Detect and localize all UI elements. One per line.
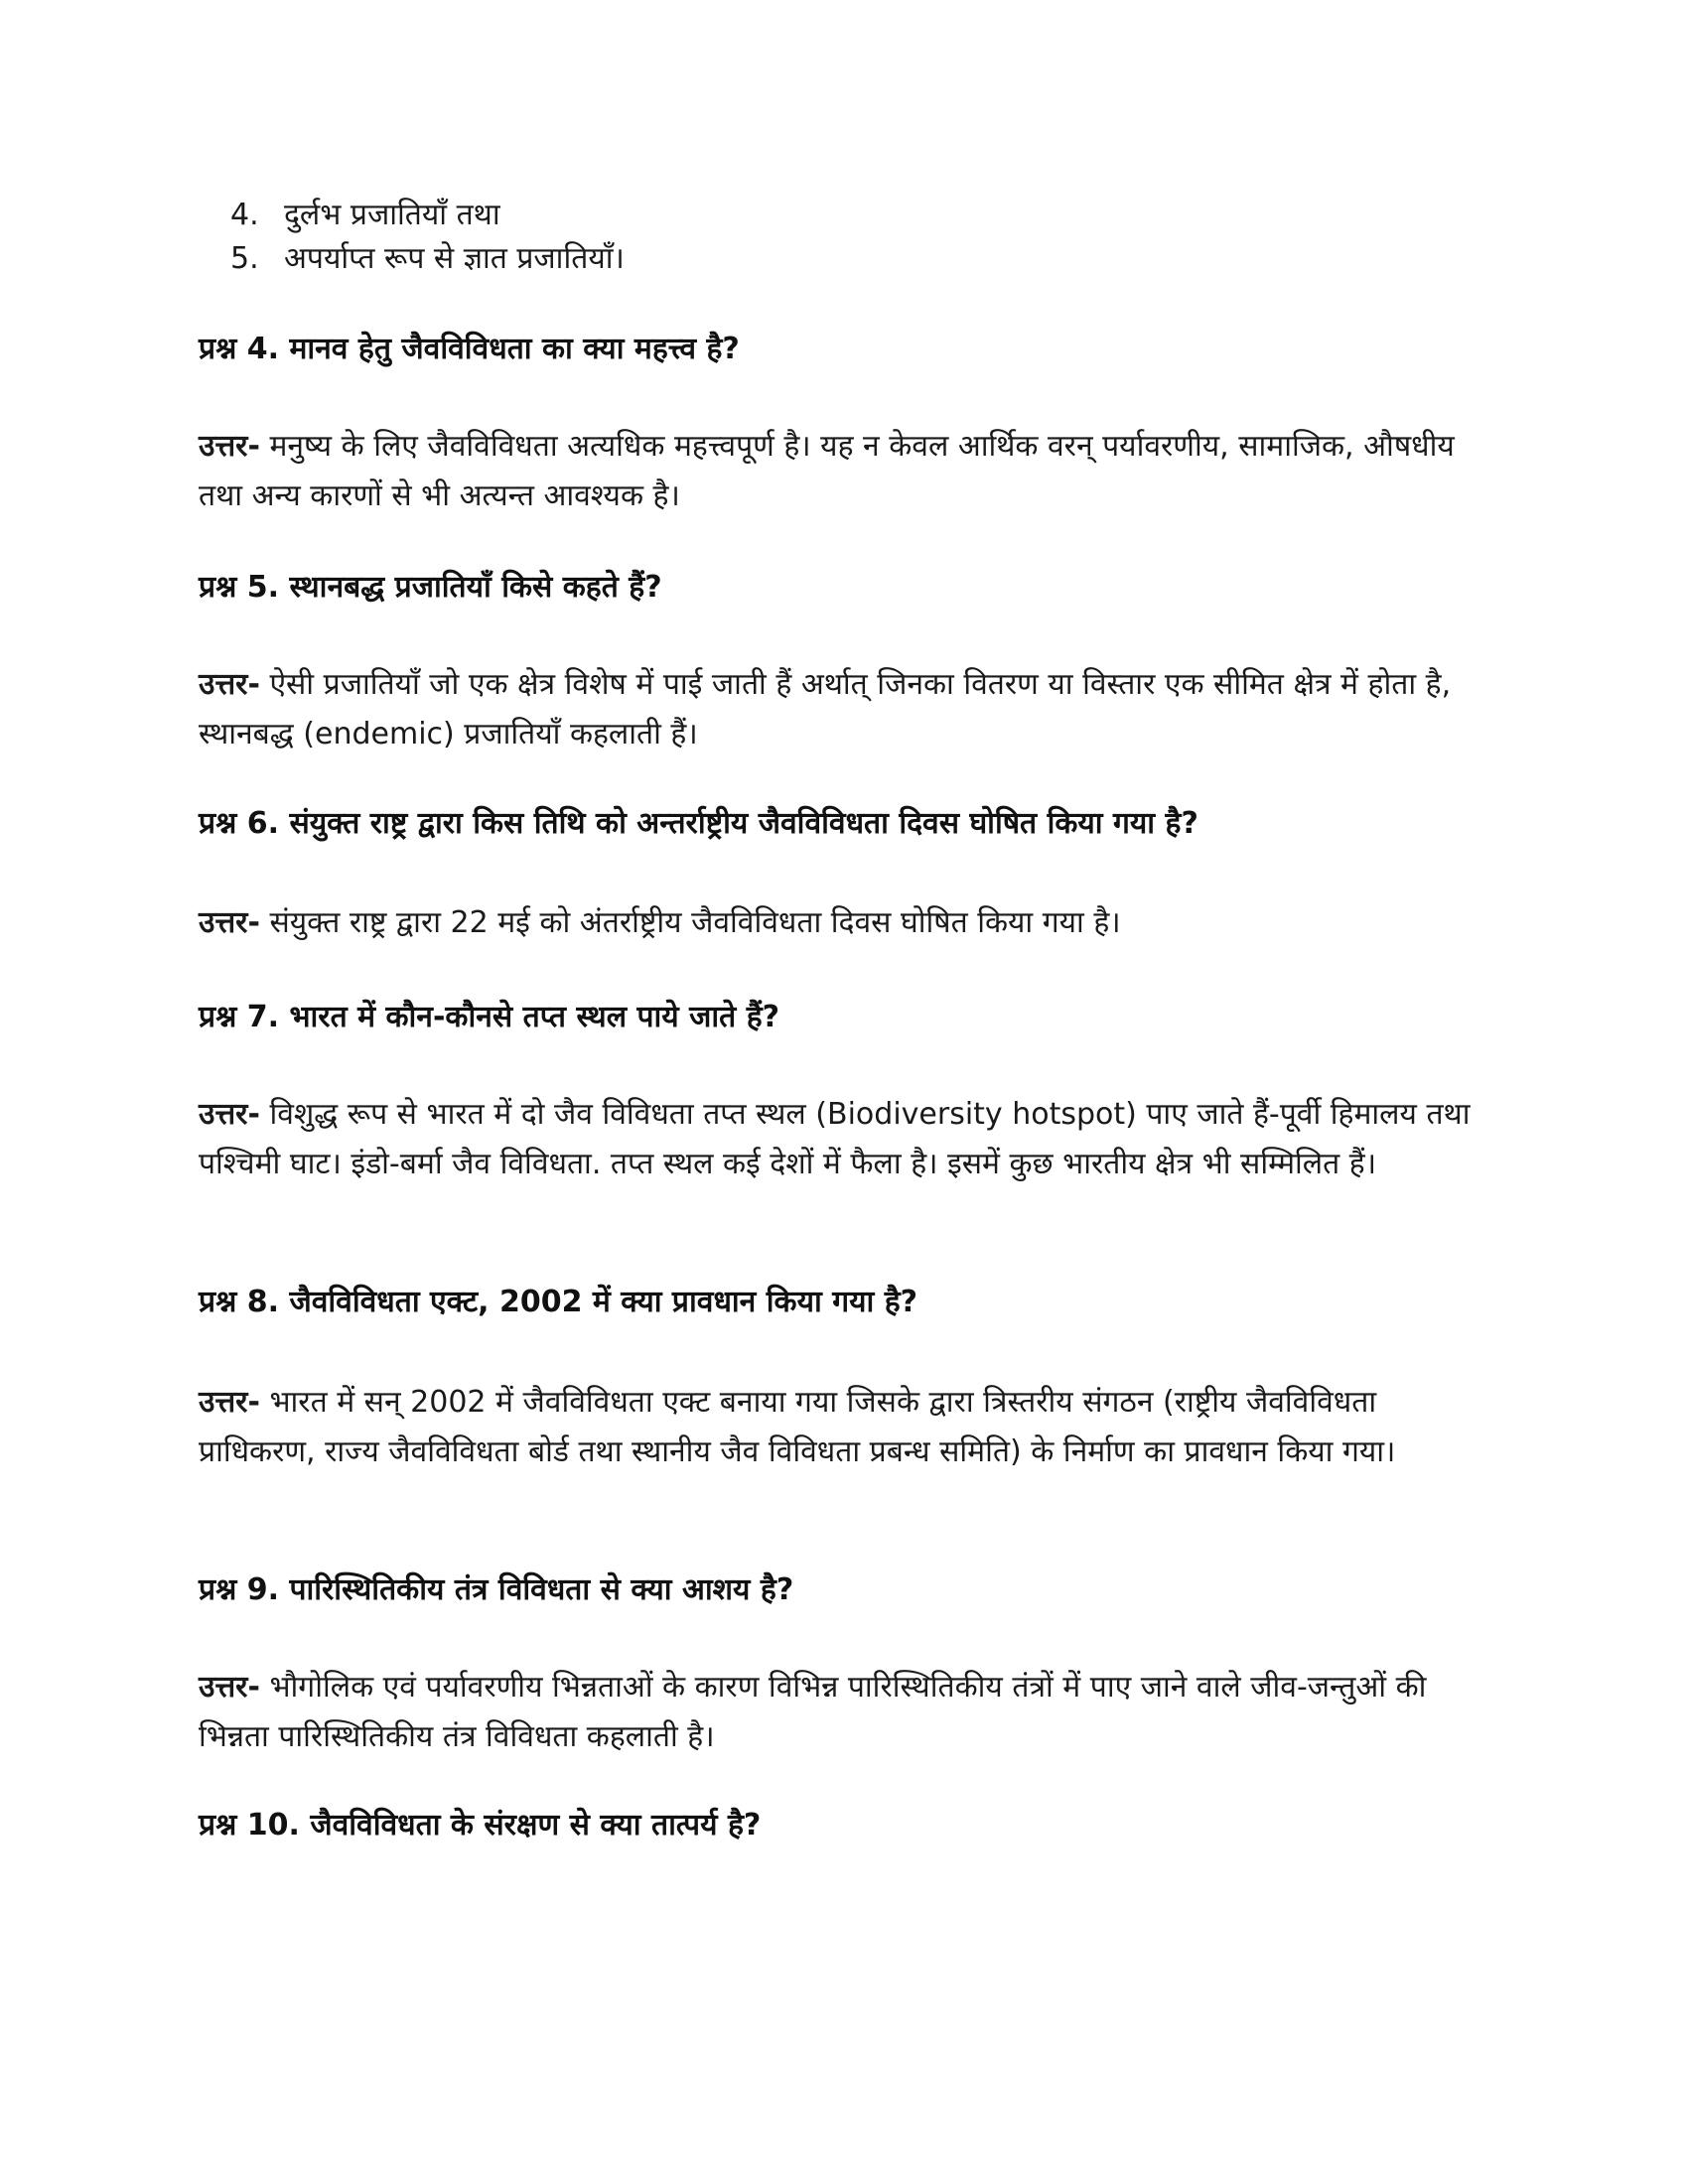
answer-label: उत्तर- <box>199 429 260 464</box>
question-6: प्रश्न 6. संयुक्त राष्ट्र द्वारा किस तिथि को अन्तर्राष्ट्रीय जैवविविधता दिवस घोषित किया गया है? <box>199 806 1198 841</box>
list-item-text: दुर्लभ प्रजातियाँ तथा <box>284 198 500 232</box>
answer-label: उत्तर- <box>199 1670 260 1705</box>
answer-9 <box>199 1663 1489 1762</box>
list-item-text: अपर्याप्त रूप से ज्ञात प्रजातियाँ। <box>284 241 625 276</box>
list-item-number: 4. <box>230 198 259 232</box>
answer-text: ऐसी प्रजातियाँ जो एक क्षेत्र विशेष में पाई जाती हैं अर्थात् जिनका वितरण या विस्तार एक सीमित क्षेत्र में होता है, स्थानबद्ध (endemic) प्रजातियाँ कहलाती हैं। <box>199 667 1452 751</box>
answer-6 <box>199 898 1489 948</box>
answer-8 <box>199 1378 1489 1477</box>
answer-label: उत्तर- <box>199 1097 260 1132</box>
answer-text: मनुष्य के लिए जैवविविधता अत्यधिक महत्त्वपूर्ण है। यह न केवल आर्थिक वरन् पर्यावरणीय, सामाजिक, औषधीय तथा अन्य कारणों से भी अत्यन्त आवश्यक है। <box>199 429 1455 513</box>
question-9: प्रश्न 9. पारिस्थितिकीय तंत्र विविधता से क्या आशय है? <box>199 1572 794 1607</box>
answer-label: उत्तर- <box>199 1385 260 1420</box>
species-category-list <box>199 194 1489 281</box>
answer-4 <box>199 422 1489 521</box>
answer-text: संयुक्त राष्ट्र द्वारा 22 मई को अंतर्राष्ट्रीय जैवविविधता दिवस घोषित किया गया है। <box>259 905 1121 940</box>
answer-7 <box>199 1090 1489 1189</box>
question-7: प्रश्न 7. भारत में कौन-कौनसे तप्त स्थल पाये जाते हैं? <box>199 1000 780 1034</box>
answer-text: भारत में सन् 2002 में जैवविविधता एक्ट बनाया गया जिसके द्वारा त्रिस्तरीय संगठन (राष्ट्रीय जैवविविधता प्राधिकरण, राज्य जैवविविधता बोर्ड तथा स्थानीय जैव विविधता प्रबन्ध समिति) के निर्माण का प्रावधान किया गया। <box>199 1385 1396 1469</box>
answer-text: विशुद्ध रूप से भारत में दो जैव विविधता तप्त स्थल (Biodiversity hotspot) पाए जाते हैं-पूर्वी हिमालय तथा पश्चिमी घाट। इंडो-बर्मा जैव विविधता. तप्त स्थल कई देशों में फैला है। इसमें कुछ भारतीय क्षेत्र भी सम्मिलित हैं। <box>199 1097 1471 1181</box>
question-10: प्रश्न 10. जैवविविधता के संरक्षण से क्या तात्पर्य है? <box>199 1808 762 1843</box>
question-8: प्रश्न 8. जैवविविधता एक्ट, 2002 में क्या प्रावधान किया गया है? <box>199 1285 918 1319</box>
answer-label: उत्तर- <box>199 905 260 940</box>
question-4: प्रश्न 4. मानव हेतु जैवविविधता का क्या महत्त्व है? <box>199 332 740 366</box>
answer-text: भौगोलिक एवं पर्यावरणीय भिन्नताओं के कारण विभिन्न पारिस्थितिकीय तंत्रों में पाए जाने वाले जीव-जन्तुओं की भिन्नता पारिस्थितिकीय तंत्र विविधता कहलाती है। <box>199 1670 1427 1754</box>
document-page <box>199 194 1489 1843</box>
list-item-number: 5. <box>230 241 259 276</box>
list-item <box>199 194 1489 237</box>
answer-label: उत्तर- <box>199 667 260 702</box>
answer-5 <box>199 660 1489 759</box>
list-item <box>199 237 1489 281</box>
question-5: प्रश्न 5. स्थानबद्ध प्रजातियाँ किसे कहते हैं? <box>199 570 662 605</box>
